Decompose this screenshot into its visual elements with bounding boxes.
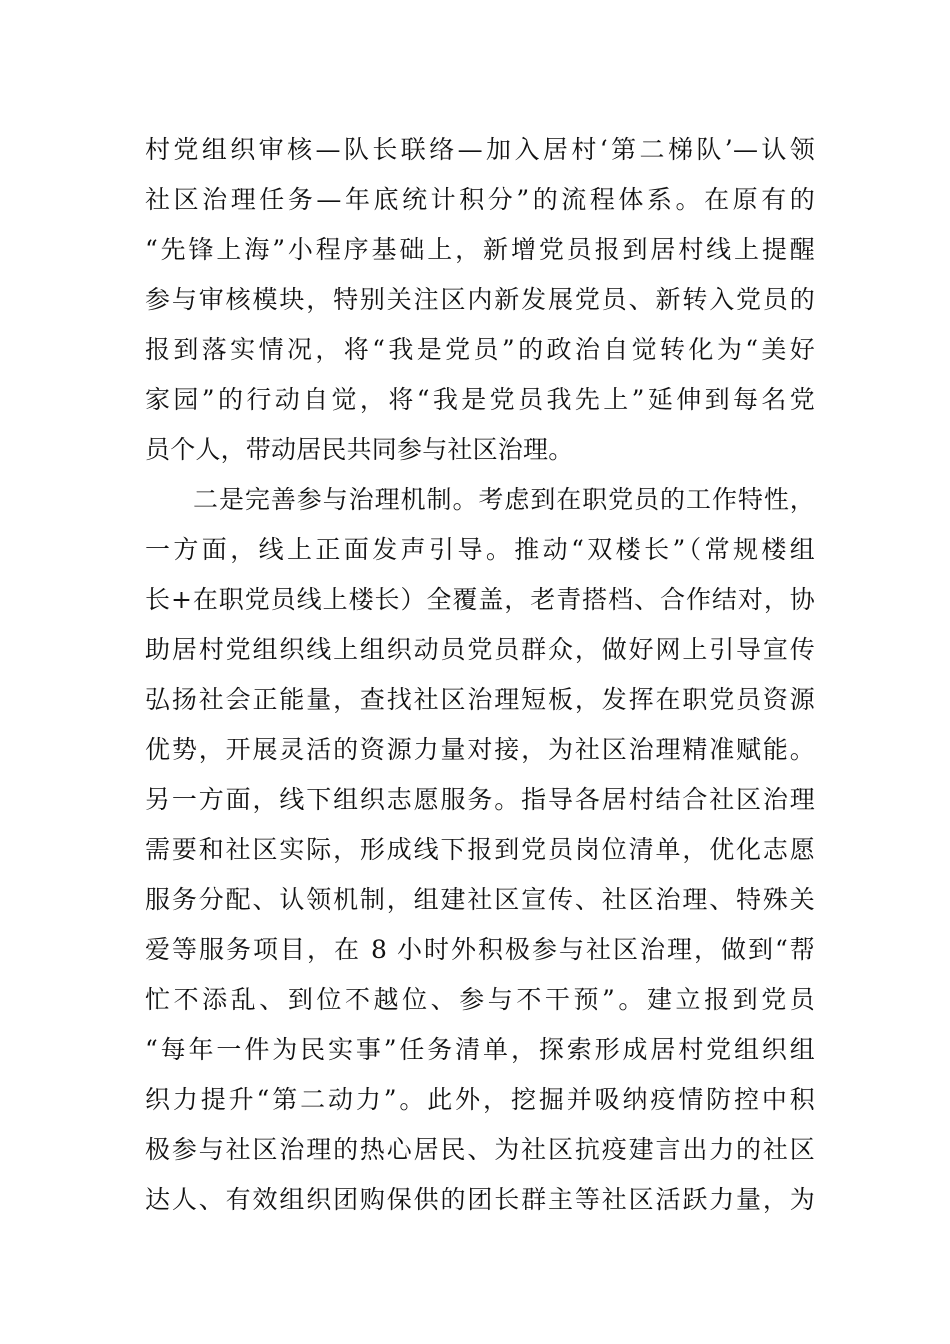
text-line: 爱等服务项目，在 8 小时外积极参与社区治理，做到“帮 — [145, 935, 815, 964]
text-line: 需要和社区实际，形成线下报到党员岗位清单，优化志愿 — [145, 835, 815, 864]
text-line: 一方面，线上正面发声引导。推动“双楼长”（常规楼组 — [145, 535, 815, 564]
text-line: 报到落实情况，将“我是党员”的政治自觉转化为“美好 — [145, 335, 815, 364]
text-line: 弘扬社会正能量，查找社区治理短板，发挥在职党员资源 — [145, 685, 815, 714]
text-line: 忙不添乱、到位不越位、参与不干预”。建立报到党员 — [145, 985, 815, 1014]
text-line: 员个人，带动居民共同参与社区治理。 — [145, 435, 574, 464]
text-line: 助居村党组织线上组织动员党员群众，做好网上引导宣传 — [145, 635, 815, 664]
text-line: 另一方面，线下组织志愿服务。指导各居村结合社区治理 — [145, 785, 815, 814]
text-line: 社区治理任务—年底统计积分”的流程体系。在原有的 — [145, 185, 815, 214]
text-line: “每年一件为民实事”任务清单，探索形成居村党组织组 — [145, 1035, 815, 1064]
text-line: 长+在职党员线上楼长）全覆盖，老青搭档、合作结对，协 — [145, 585, 815, 614]
text-line: 达人、有效组织团购保供的团长群主等社区活跃力量，为 — [145, 1185, 815, 1214]
paragraph-start-line: 二是完善参与治理机制。考虑到在职党员的工作特性， — [193, 485, 815, 514]
body-text — [145, 125, 815, 1225]
text-line: 参与审核模块，特别关注区内新发展党员、新转入党员的 — [145, 285, 815, 314]
text-line: 家园”的行动自觉，将“我是党员我先上”延伸到每名党 — [145, 385, 815, 414]
text-line: “先锋上海”小程序基础上，新增党员报到居村线上提醒 — [145, 235, 815, 264]
text-line: 村党组织审核—队长联络—加入居村‘第二梯队’—认领 — [145, 135, 815, 164]
text-line: 织力提升“第二动力”。此外，挖掘并吸纳疫情防控中积 — [145, 1085, 815, 1114]
text-line: 服务分配、认领机制，组建社区宣传、社区治理、特殊关 — [145, 885, 815, 914]
text-line: 极参与社区治理的热心居民、为社区抗疫建言出力的社区 — [145, 1135, 815, 1164]
text-line: 优势，开展灵活的资源力量对接，为社区治理精准赋能。 — [145, 735, 815, 764]
